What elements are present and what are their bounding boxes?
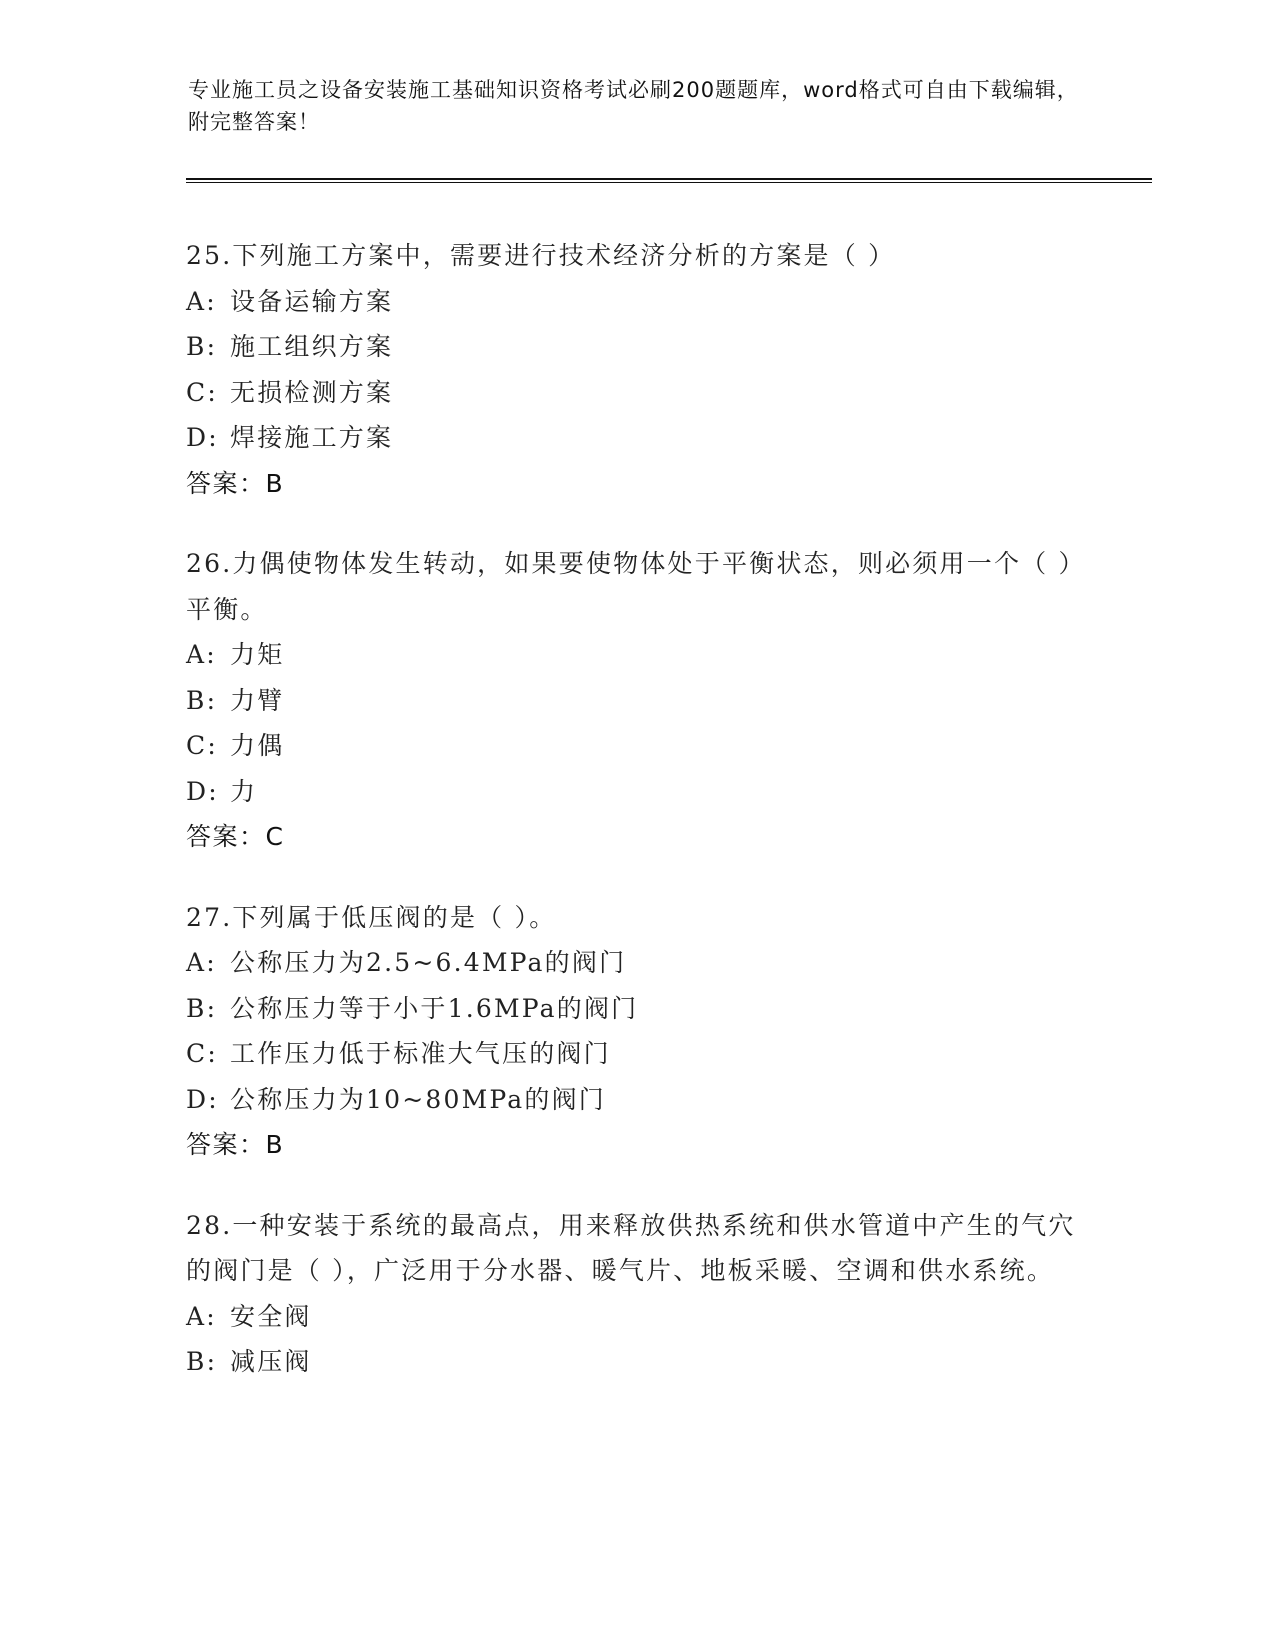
option-text: 安全阀 [230, 1301, 312, 1331]
option-d [186, 769, 1086, 815]
option-letter: D: [186, 776, 219, 806]
option-letter: B: [186, 332, 218, 361]
question-list [186, 233, 1086, 1420]
option-text: 公称压力为10~80MPa的阀门 [230, 1084, 606, 1114]
answer-line: 答案：B [186, 1130, 285, 1159]
option-letter: D: [186, 1084, 219, 1114]
option-letter: B: [186, 685, 218, 715]
question-stem: 27.下列属于低压阀的是（ ）。 [186, 902, 557, 932]
option-text: 设备运输方案 [230, 286, 394, 316]
question-stem: 26.力偶使物体发生转动，如果要使物体处于平衡状态，则必须用一个（ ）平衡。 [186, 549, 1086, 624]
question-stem: 28.一种安装于系统的最高点，用来释放供热系统和供水管道中产生的气穴的阀门是（ ），广泛用于分水器、暖气片、地板采暖、空调和供水系统。 [186, 1210, 1076, 1285]
option-text: 力臂 [230, 685, 285, 715]
option-text: 力偶 [230, 731, 285, 760]
question-27 [186, 895, 1086, 1168]
option-c [186, 723, 1086, 769]
option-b [186, 324, 1086, 370]
option-d [186, 1077, 1086, 1123]
option-letter: C: [186, 1039, 218, 1068]
option-text: 公称压力等于小于1.6MPa的阀门 [230, 993, 639, 1023]
option-letter: B: [186, 1347, 218, 1376]
option-letter: A: [186, 640, 217, 669]
option-text: 无损检测方案 [230, 377, 394, 407]
option-b [186, 678, 1086, 724]
document-header: 专业施工员之设备安装施工基础知识资格考试必刷200题题库，word格式可自由下载编辑，附完整答案！ [188, 78, 1079, 134]
header-divider-thick [186, 178, 1152, 180]
question-stem: 25.下列施工方案中，需要进行技术经济分析的方案是（ ） [186, 241, 896, 270]
question-26 [186, 541, 1086, 860]
option-a [186, 940, 1086, 986]
header-divider-thin [186, 182, 1152, 183]
option-letter: B: [186, 993, 218, 1023]
option-text: 工作压力低于标准大气压的阀门 [230, 1039, 611, 1068]
option-letter: C: [186, 377, 218, 407]
question-25 [186, 233, 1086, 506]
option-letter: D: [186, 423, 219, 452]
option-text: 力 [230, 776, 258, 806]
option-letter: A: [186, 1301, 217, 1331]
option-text: 焊接施工方案 [230, 423, 394, 452]
option-a [186, 1294, 1086, 1340]
option-text: 施工组织方案 [230, 332, 394, 361]
option-text: 力矩 [230, 640, 285, 669]
option-b [186, 986, 1086, 1032]
option-a [186, 279, 1086, 325]
option-c [186, 370, 1086, 416]
option-c [186, 1031, 1086, 1077]
answer-line: 答案：B [186, 468, 285, 498]
option-letter: A: [186, 948, 217, 977]
option-a [186, 632, 1086, 678]
option-letter: A: [186, 286, 217, 316]
option-text: 减压阀 [230, 1347, 312, 1376]
answer-line: 答案：C [186, 822, 285, 851]
option-d [186, 415, 1086, 461]
option-text: 公称压力为2.5~6.4MPa的阀门 [230, 948, 627, 977]
option-letter: C: [186, 731, 218, 760]
option-b [186, 1339, 1086, 1385]
question-28 [186, 1203, 1086, 1385]
